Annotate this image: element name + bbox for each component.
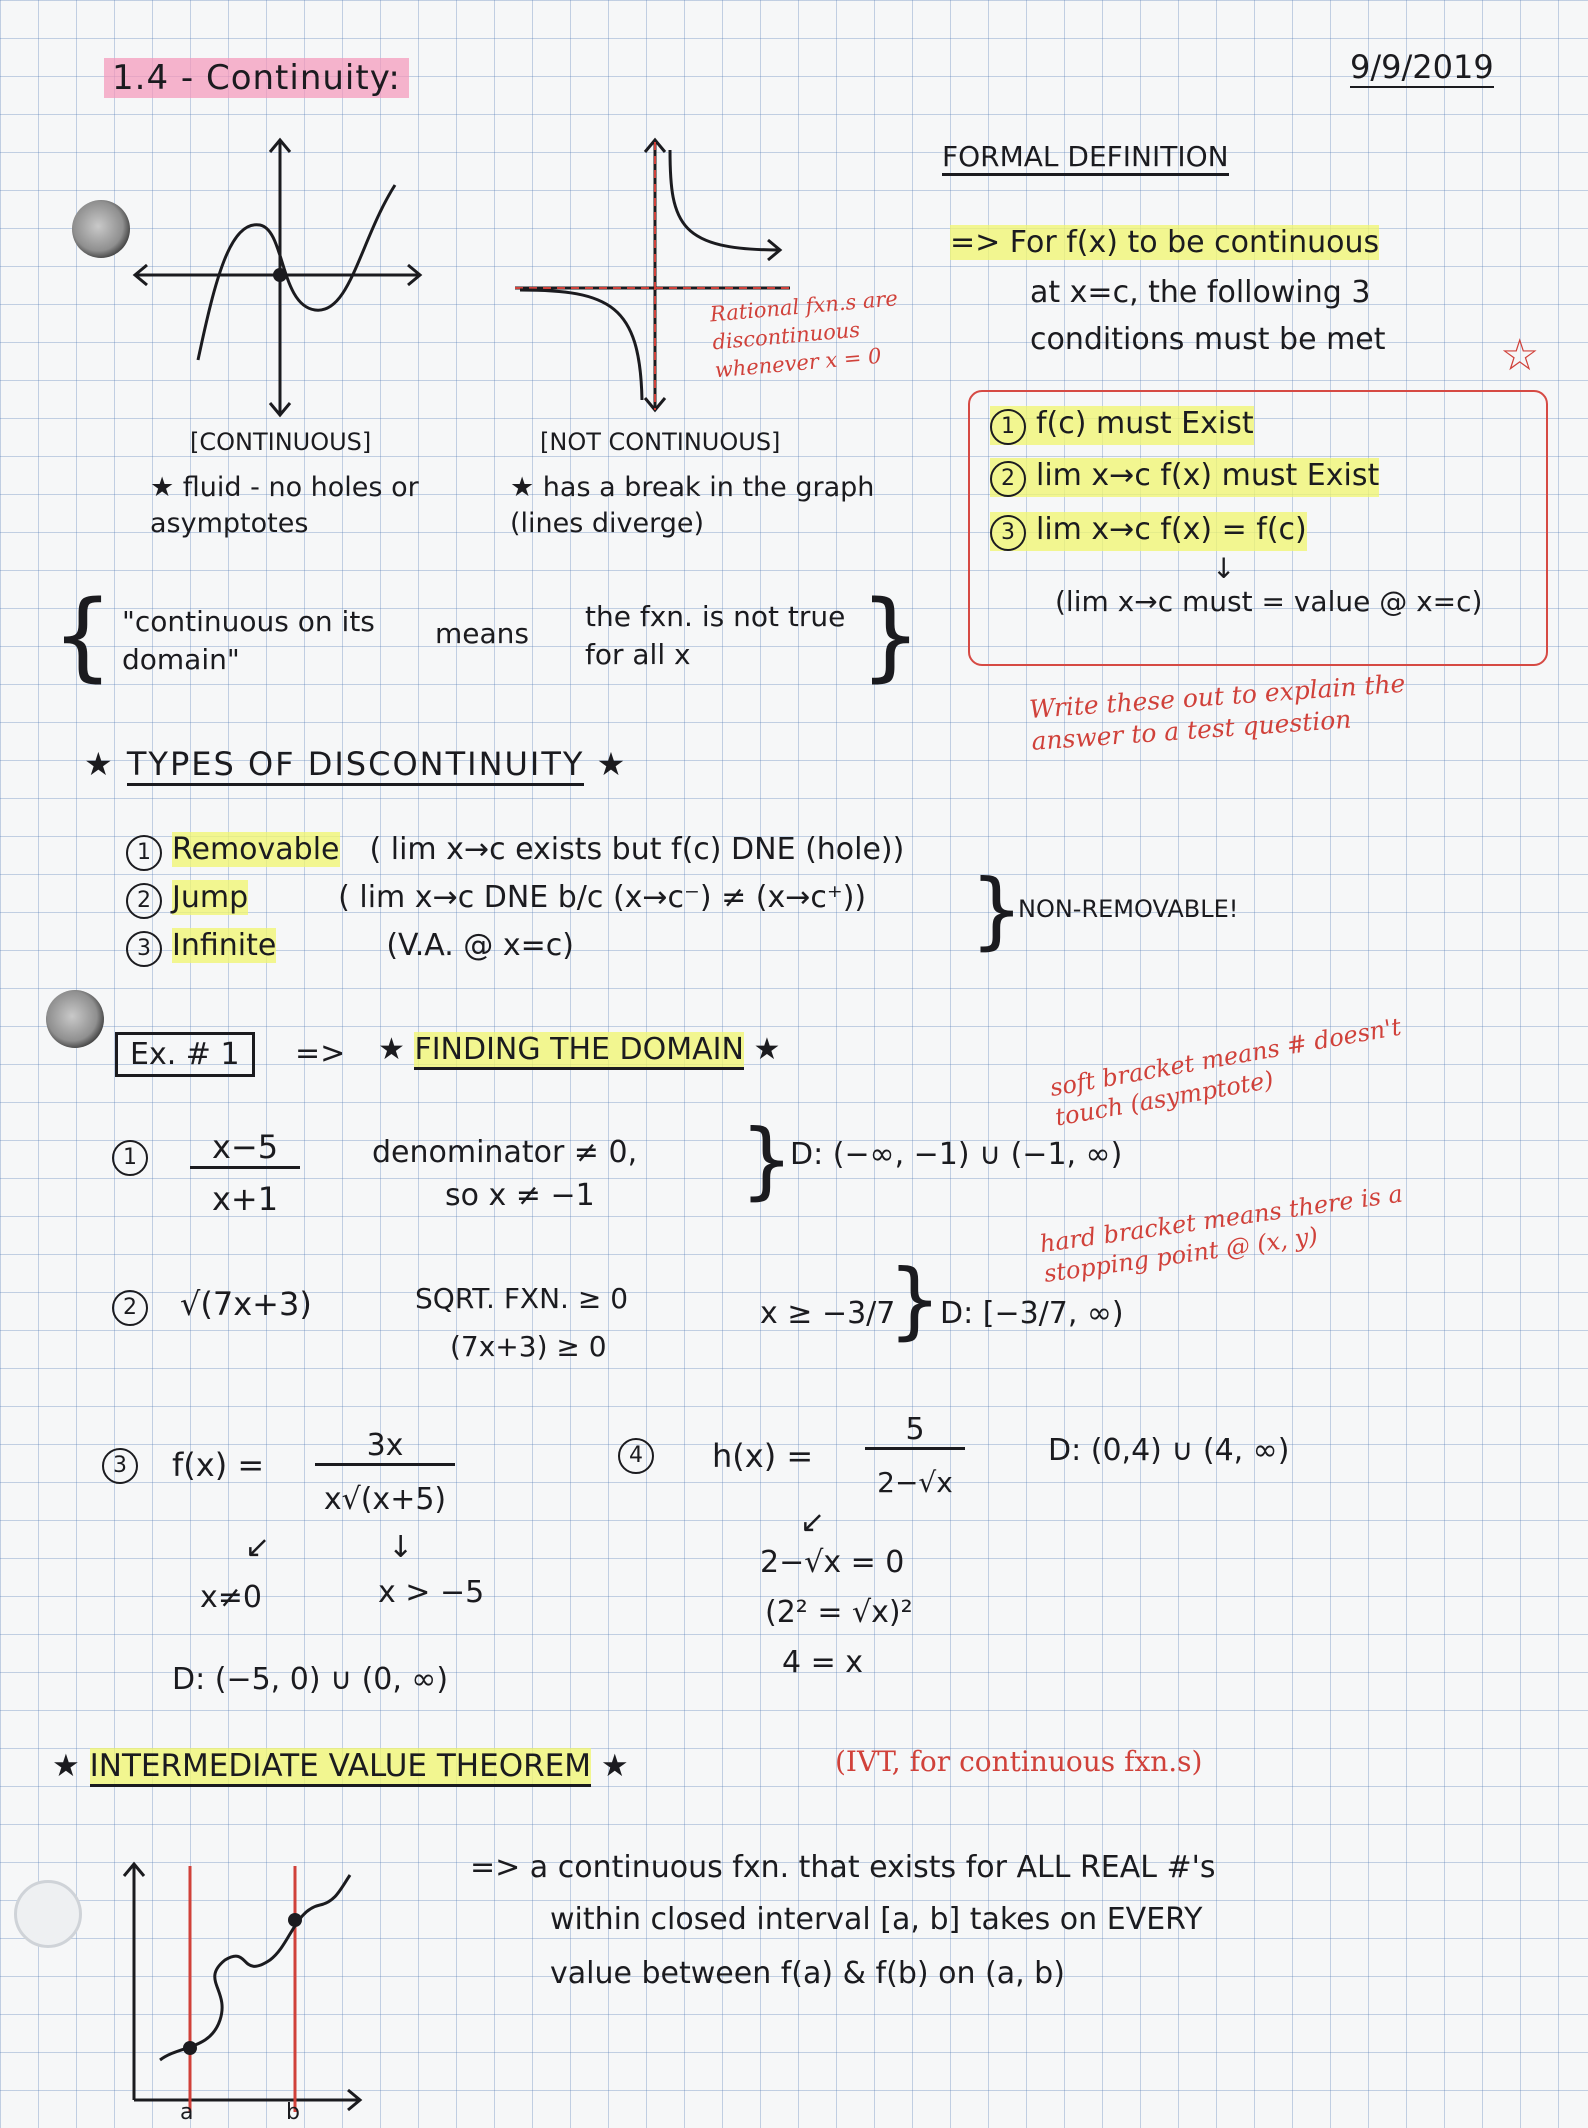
ivt-text-3: value between f(a) & f(b) on (a, b) [550,1956,1065,1991]
type-number-3: 3 [126,931,162,967]
condition-2-text: lim x→c f(x) must Exist [1036,458,1380,493]
p4-step-2: (2² = √x)² [765,1595,913,1630]
formal-def-line-1: => For f(x) to be continuous [950,225,1380,260]
p4-numerator: 5 [865,1412,965,1450]
hard-bracket-note: hard bracket means there is a stopping point @ (x, y) [1038,1179,1405,1288]
problem-number-1: 1 [112,1140,148,1176]
problem-number-3: 3 [102,1448,138,1484]
problem-number-2: 2 [112,1290,148,1326]
p1-numerator: x−5 [190,1128,300,1169]
binder-hole-middle [46,990,104,1048]
p3-lhs: f(x) = [172,1446,265,1484]
p1-work-1: denominator ≠ 0, [372,1135,638,1170]
type-name-infinite: Infinite [172,928,277,963]
p4-lhs: h(x) = [712,1437,814,1475]
p2-result: x ≥ −3/7 [760,1296,896,1331]
domain-note-right: the fxn. is not true for all x [585,600,846,671]
type-jump [126,880,866,919]
brace-left: { [52,580,114,692]
ivt-paren: (IVT, for continuous fxn.s) [835,1745,1203,1778]
p4-denominator: 2−√x [877,1466,953,1499]
red-star-icon: ☆ [1500,330,1540,381]
ivt-text-2: within closed interval [a, b] takes on EVERY [550,1902,1203,1937]
types-heading: ★ TYPES OF DISCONTINUITY ★ [84,745,627,783]
formal-def-line-3: conditions must be met [1030,322,1386,357]
example-arrow: => [295,1036,346,1071]
p3-answer: D: (−5, 0) ∪ (0, ∞) [172,1662,449,1697]
p3-condition-2: x > −5 [378,1575,485,1610]
p1-denominator: x+1 [211,1180,279,1218]
condition-2 [990,458,1379,497]
type-desc-jump: ( lim x→c DNE b/c (x→c⁻) ≠ (x→c⁺)) [338,880,867,915]
condition-number-2: 2 [990,461,1026,497]
type-desc-infinite: (V.A. @ x=c) [386,928,574,963]
rational-annotation: Rational fxn.s are discontinuous whenever x = 0 [708,286,899,383]
p4-step-1: 2−√x = 0 [760,1545,905,1580]
not-continuous-label: [NOT CONTINUOUS] [540,428,781,456]
ivt-axis-b: b [286,2100,300,2125]
type-removable [126,832,904,871]
ivt-heading: ★ INTERMEDIATE VALUE THEOREM ★ [52,1748,629,1784]
write-these-note: Write these out to explain the answer to a test question [1028,668,1407,756]
p2-brace: } [888,1251,942,1349]
type-name-removable: Removable [172,832,340,867]
page-date: 9/9/2019 [1350,48,1494,86]
condition-number-3: 3 [990,515,1026,551]
p4-step-3: 4 = x [782,1645,864,1680]
continuous-label: [CONTINUOUS] [190,428,372,456]
domain-note-left: "continuous on its domain" [122,605,375,676]
ivt-heading-text: INTERMEDIATE VALUE THEOREM [90,1748,591,1787]
condition-3-text: lim x→c f(x) = f(c) [1036,512,1307,547]
p2-expression: √(7x+3) [180,1285,312,1323]
p3-condition-1: x≠0 [200,1580,262,1615]
page-title: 1.4 - Continuity: [104,58,409,98]
p3-denominator: x√(x+5) [323,1482,447,1517]
p3-arrow-left: ↙ [245,1530,271,1565]
p3-numerator: 3x [315,1428,455,1466]
ivt-graph [120,1850,370,2128]
brace-right: } [860,580,922,692]
example-heading: ★ FINDING THE DOMAIN ★ [378,1032,780,1067]
non-removable-label: NON-REMOVABLE! [1018,895,1239,923]
p1-brace: } [740,1111,794,1209]
p4-answer: D: (0,4) ∪ (4, ∞) [1048,1433,1290,1468]
p1-work-2: so x ≠ −1 [445,1178,595,1213]
p3-arrow-right: ↓ [388,1530,414,1565]
condition-1-text: f(c) must Exist [1036,406,1254,441]
continuous-graph [120,130,440,430]
p4-arrow: ↙ [800,1505,826,1540]
types-heading-text: TYPES OF DISCONTINUITY [127,745,585,786]
type-number-1: 1 [126,835,162,871]
condition-1 [990,406,1254,445]
formal-definition-heading: FORMAL DEFINITION [942,140,1229,176]
p2-work-2: (7x+3) ≥ 0 [450,1330,607,1363]
ivt-text-1: => a continuous fxn. that exists for ALL REAL #'s [470,1850,1216,1885]
condition-note: (lim x→c must = value @ x=c) [1055,585,1483,618]
down-arrow-icon: ↓ [1212,552,1236,585]
continuous-note: ★ fluid - no holes or asymptotes [150,470,470,542]
binder-hole-bottom [14,1880,82,1948]
type-infinite [126,928,574,967]
problem-number-4: 4 [618,1438,654,1474]
soft-bracket-note: soft bracket means # doesn't touch (asymptote) [1047,1012,1404,1132]
type-desc-removable: ( lim x→c exists but f(c) DNE (hole)) [369,832,905,867]
condition-number-1: 1 [990,409,1026,445]
example-label: Ex. # 1 [115,1032,255,1077]
condition-3 [990,512,1307,551]
ivt-axis-a: a [180,2100,194,2125]
p1-answer: D: (−∞, −1) ∪ (−1, ∞) [790,1137,1123,1172]
example-heading-text: FINDING THE DOMAIN [414,1032,744,1070]
type-name-jump: Jump [172,880,249,915]
non-removable-brace: } [970,861,1024,959]
formal-def-line-2: at x=c, the following 3 [1030,275,1371,310]
type-number-2: 2 [126,883,162,919]
p2-answer: D: [−3/7, ∞) [940,1296,1124,1331]
p2-work-1: SQRT. FXN. ≥ 0 [415,1282,629,1315]
not-continuous-note: ★ has a break in the graph (lines diverge) [510,470,890,542]
domain-note-middle: means [435,617,529,650]
